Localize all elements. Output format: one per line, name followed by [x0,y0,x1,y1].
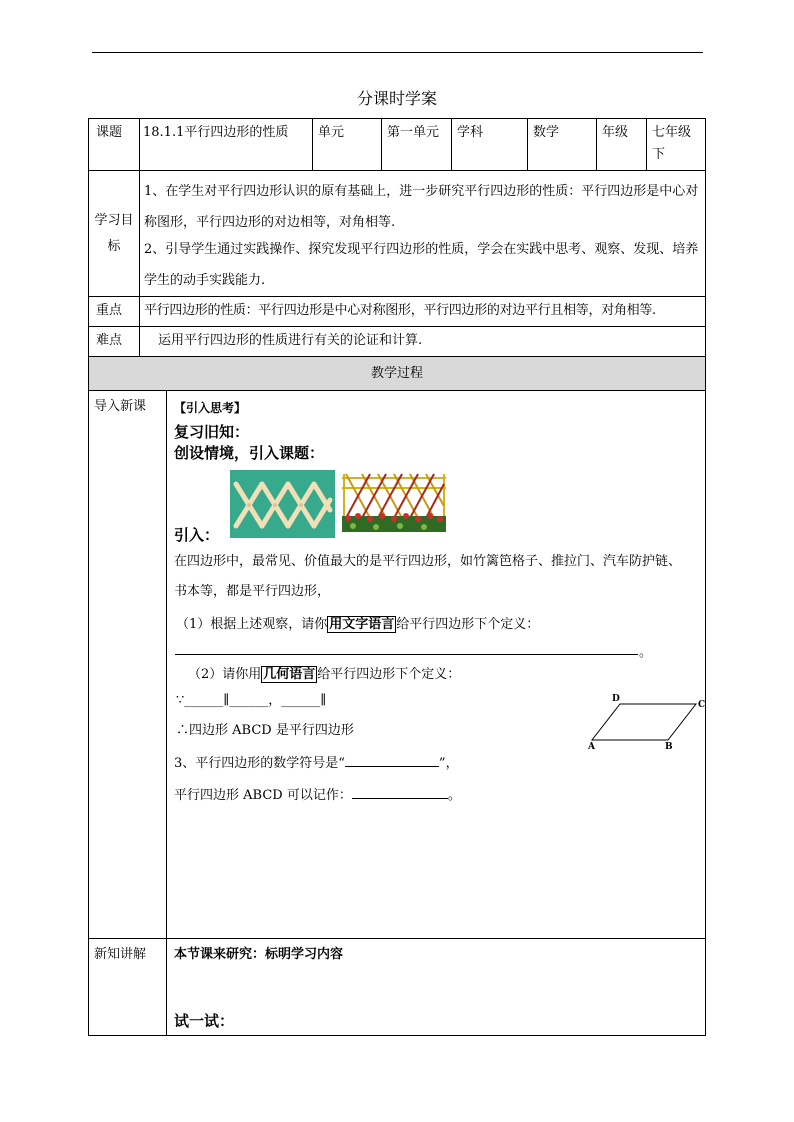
parallelogram-diagram [582,694,712,752]
question-1-keyword: 用文字语言 [329,617,395,632]
unit-value: 第一单元 [387,125,440,140]
question-4 [174,785,461,807]
intro-label: 导入新课 [94,399,147,414]
goals-label: 学习目标 [94,213,134,254]
study-content: 本节课来研究：标明学习内容 [174,947,344,962]
question-1-prefix: （1）根据上述观察，请你 [176,617,328,632]
vertex-d-label: D [612,694,620,704]
because-line: ∵______∥______，______∥ [176,693,327,708]
question-4-text: 平行四边形 ABCD 可以记作： [174,788,352,803]
question-1-end: 。 [639,645,653,660]
wooden-rack-image [230,470,335,538]
try-label: 试一试： [174,1012,235,1030]
question-4-blank[interactable] [352,798,448,799]
process-header: 教学过程 [370,366,423,381]
question-3-end: ”， [438,756,459,771]
question-4-end: 。 [447,788,461,803]
goals-item-1: 1、在学生对平行四边形认识的原有基础上，进一步研究平行四边形的性质：平行四边形是中心对称图形，平行四边形的对边相等，对角相等. [144,184,699,230]
question-3-text: 3、平行四边形的数学符号是“ [174,756,345,771]
difficulty-text: 运用平行四边形的性质进行有关的论证和计算. [158,333,423,348]
intro-paragraph-2: 书本等，都是平行四边形， [174,584,331,599]
document-title: 分课时学案 [356,89,437,108]
subject-value: 数学 [533,125,560,140]
question-2-prefix: （2）请你用 [188,667,262,682]
topic-value: 18.1.1平行四边形的性质 [143,125,289,140]
bamboo-fence-image [340,470,448,534]
grade-label: 年级 [602,125,629,140]
new-knowledge-label: 新知讲解 [94,947,147,962]
vertex-a-label: A [588,742,595,752]
subject-label: 学科 [457,125,484,140]
intro-paragraph-1: 在四边形中，最常见、价值最大的是平行四边形，如竹篱笆格子、推拉门、汽车防护链、 [174,554,682,569]
intro-heading: 【引入思考】 [174,401,247,415]
question-3-blank[interactable] [345,766,439,767]
question-2 [188,664,460,686]
header-rule [92,52,703,53]
question-3 [174,753,459,775]
question-2-suffix: 给平行四边形下个定义： [317,667,461,682]
vertex-c-label: C [698,700,706,710]
unit-label: 单元 [318,125,345,140]
key-point-text: 平行四边形的性质：平行四边形是中心对称图形，平行四边形的对边平行且相等，对角相等. [144,303,656,318]
question-1 [176,614,539,636]
key-point-label: 重点 [96,303,123,318]
review-label: 复习旧知： [174,423,250,441]
topic-label: 课题 [96,125,123,140]
question-1-suffix: 给平行四边形下个定义： [396,617,540,632]
vertex-b-label: B [665,742,673,752]
scenario-label: 创设情境，引入课题： [174,444,325,462]
therefore-line: ∴四边形 ABCD 是平行四边形 [176,723,354,738]
lead-label: 引入： [174,526,220,544]
question-2-keyword: 几何语言 [263,667,316,682]
goals-item-2: 2、引导学生通过实践操作、探究发现平行四边形的性质，学会在实践中思考、观察、发现、培养学生的动手实践能力. [144,242,699,288]
difficulty-label: 难点 [96,333,123,348]
question-1-answer-line[interactable] [175,654,638,655]
grade-value: 七年级下 [652,125,692,162]
